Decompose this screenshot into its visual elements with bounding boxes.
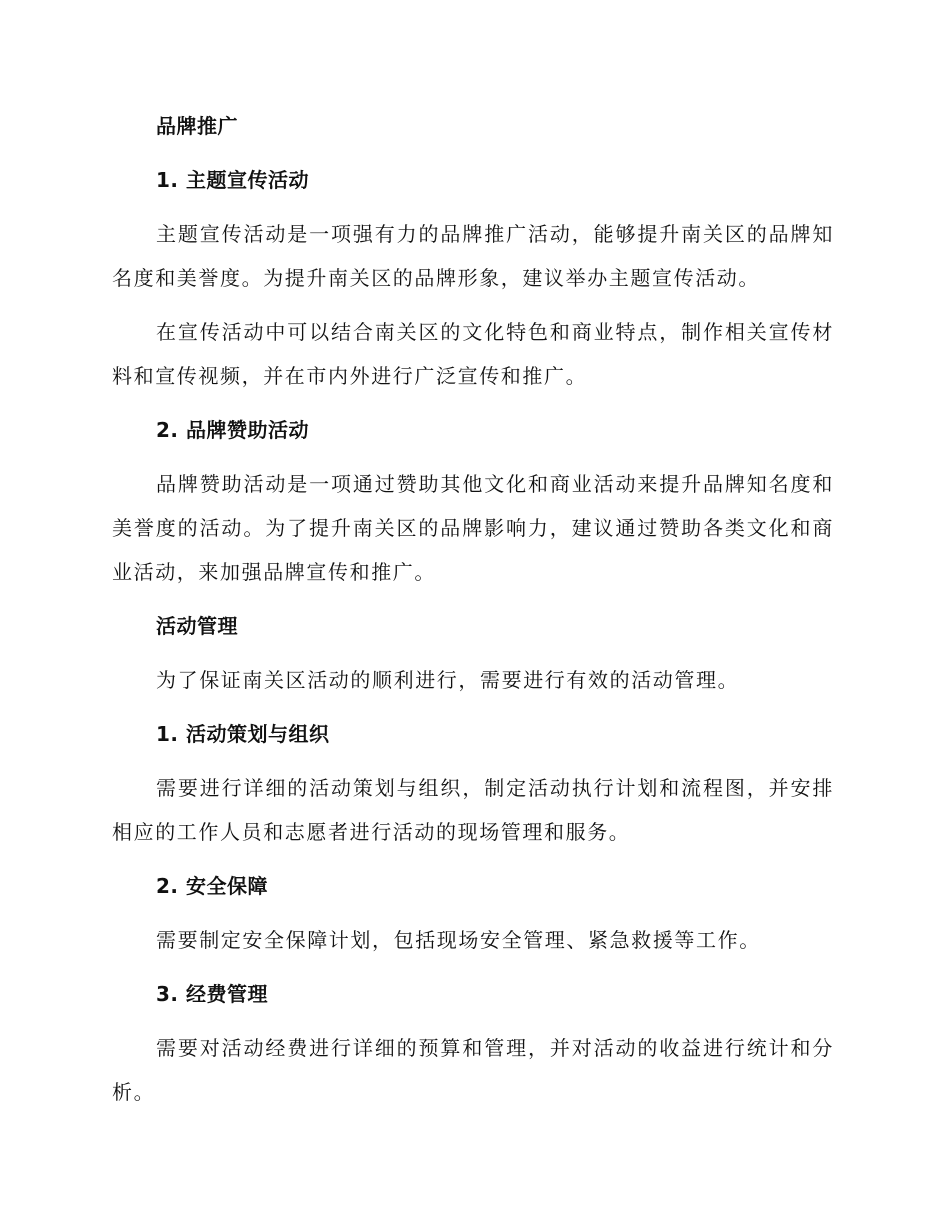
- paragraph-safety: 需要制定安全保障计划，包括现场安全管理、紧急救援等工作。: [156, 928, 761, 952]
- paragraph-budget: 需要对活动经费进行详细的预算和管理，并对活动的收益进行统计和分析。: [112, 1036, 834, 1104]
- subheading-budget: 3. 经费管理: [156, 982, 268, 1006]
- subheading-theme-campaign: 1. 主题宣传活动: [156, 168, 309, 192]
- subheading-safety: 2. 安全保障: [156, 874, 268, 898]
- subheading-brand-sponsorship: 2. 品牌赞助活动: [156, 418, 309, 442]
- section-title-event-management: 活动管理: [156, 614, 238, 638]
- paragraph-brand-sponsorship: 品牌赞助活动是一项通过赞助其他文化和商业活动来提升品牌知名度和美誉度的活动。为了提升南关区的品牌影响力，建议通过赞助各类文化和商业活动，来加强品牌宣传和推广。: [112, 472, 834, 584]
- paragraph-event-management-intro: 为了保证南关区活动的顺利进行，需要进行有效的活动管理。: [156, 668, 740, 692]
- paragraph-theme-campaign-1: 主题宣传活动是一项强有力的品牌推广活动，能够提升南关区的品牌知名度和美誉度。为提升南关区的品牌形象，建议举办主题宣传活动。: [112, 222, 834, 290]
- subheading-planning-organization: 1. 活动策划与组织: [156, 722, 330, 746]
- paragraph-theme-campaign-2: 在宣传活动中可以结合南关区的文化特色和商业特点，制作相关宣传材料和宣传视频，并在市内外进行广泛宣传和推广。: [112, 320, 834, 388]
- section-title-brand-promotion: 品牌推广: [156, 114, 238, 138]
- document-page: [112, 104, 834, 1124]
- paragraph-planning-organization: 需要进行详细的活动策划与组织，制定活动执行计划和流程图，并安排相应的工作人员和志愿者进行活动的现场管理和服务。: [112, 776, 834, 844]
